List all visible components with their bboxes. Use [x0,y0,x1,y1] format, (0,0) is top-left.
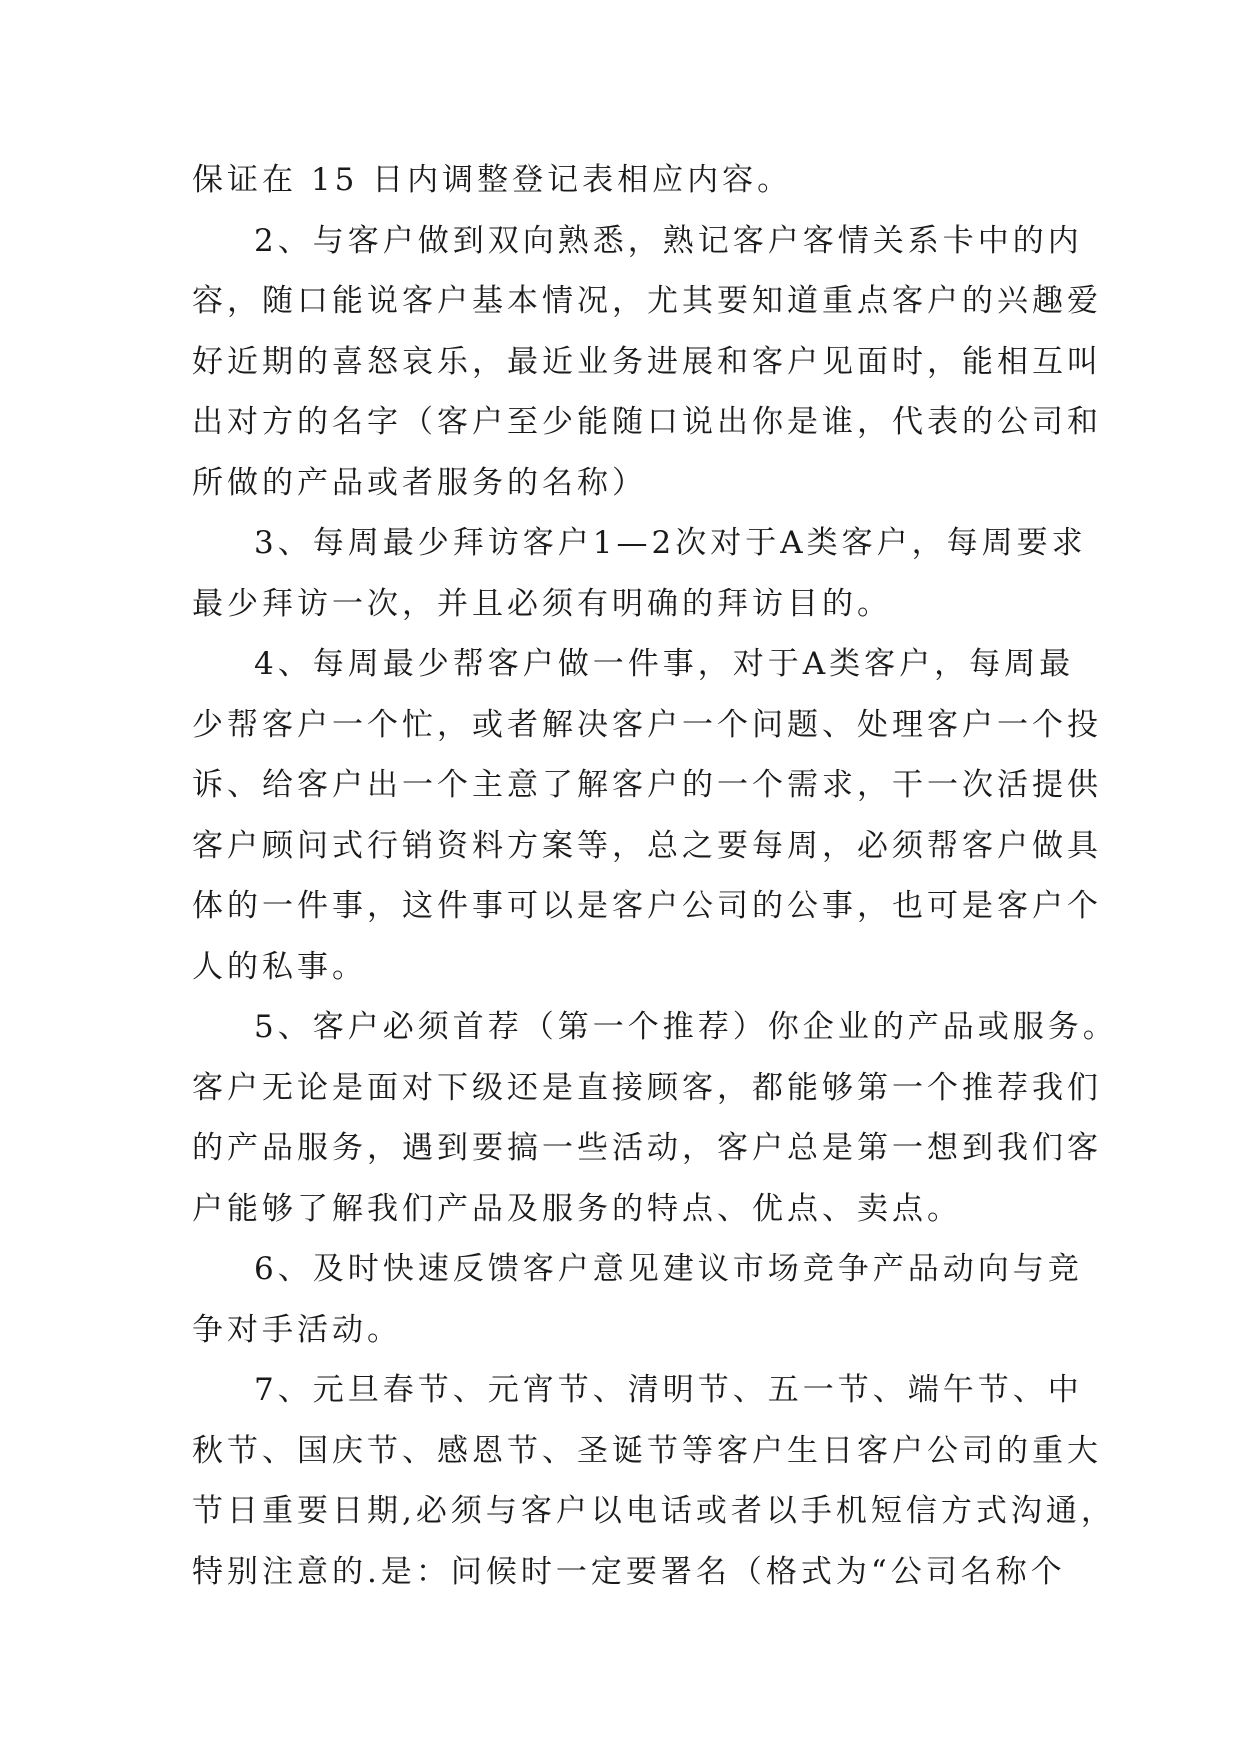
text-line: 保证在 15 日内调整登记表相应内容。 [192,162,793,198]
text-line: 少 帮 客 户 一 个 忙 ， 或 者 解 决 客 户 一 个 问 题 、 处 理 客 户 一 个 投 [192,706,1102,743]
text-line: 3 、 每 周 最 少 拜 访 客 户 1 — 2 次 对 于 A 类 客 户 ， 每 周 要 求 [254,525,1087,561]
text-line: 最少拜访一次，并且必须有明确的拜访目的。 [192,585,892,622]
text-line: 2 、 与 客 户 做 到 双 向 熟 悉 ， 熟 记 客 户 客 情 关 系 卡 中 的 内 [254,222,1083,259]
body-text [192,158,1118,1610]
text-line: 特 别 注 意 的 . 是 ： 问 候 时 一 定 要 署 名 （ 格 式 为 “ 公 司 名 称 个 [192,1553,1066,1590]
text-line: 4 、 每 周 最 少 帮 客 户 做 一 件 事 ， 对 于 A 类 客 户 ， 每 周 最 [254,646,1075,682]
text-line: 5 、 客 户 必 须 首 荐 （ 第 一 个 推 荐 ） 你 企 业 的 产 品 或 服 务 。 [254,1009,1118,1045]
text-line: 诉 、 给 客 户 出 一 个 主 意 了 解 客 户 的 一 个 需 求 ， 干 一 次 活 提 供 [192,767,1102,803]
text-line: 6 、 及 时 快 速 反 馈 客 户 意 见 建 议 市 场 竞 争 产 品 动 向 与 竞 [254,1251,1083,1287]
text-line: 客 户 无 论 是 面 对 下 级 还 是 直 接 顾 客 ， 都 能 够 第 一 个 推 荐 我 们 [192,1069,1102,1106]
text-line: 客 户 顾 问 式 行 销 资 料 方 案 等 ， 总 之 要 每 周 ， 必 须 帮 客 户 做 具 [192,827,1102,864]
text-line: 容 ， 随 口 能 说 客 户 基 本 情 况 ， 尤 其 要 知 道 重 点 客 户 的 兴 趣 爱 [192,283,1102,319]
text-line: 户能够了解我们产品及服务的特点、优点、卖点。 [192,1190,962,1227]
text-line: 秋 节 、 国 庆 节 、 感 恩 节 、 圣 诞 节 等 客 户 生 日 客 户 公 司 的 重 大 [192,1432,1102,1469]
text-line: 出 对 方 的 名 字 （ 客 户 至 少 能 随 口 说 出 你 是 谁 ， 代 表 的 公 司 和 [192,404,1102,440]
text-line: 人的私事。 [192,948,367,985]
text-line: 7 、 元 旦 春 节 、 元 宵 节 、 清 明 节 、 五 一 节 、 端 午 节 、 中 [254,1372,1083,1408]
text-line: 好 近 期 的 喜 怒 哀 乐 ， 最 近 业 务 进 展 和 客 户 见 面 时 ， 能 相 互 叫 [192,343,1102,380]
text-line: 节 日 重 要 日 期 , 必 须 与 客 户 以 电 话 或 者 以 手 机 短 信 方 式 沟 通 ， [192,1493,1116,1529]
text-line: 争对手活动。 [192,1311,402,1348]
text-line: 所做的产品或者服务的名称） [192,464,647,501]
text-line: 体 的 一 件 事 ， 这 件 事 可 以 是 客 户 公 司 的 公 事 ， 也 可 是 客 户 个 [192,888,1102,924]
text-line: 的 产 品 服 务 ， 遇 到 要 搞 一 些 活 动 ， 客 户 总 是 第 一 想 到 我 们 客 [192,1130,1102,1166]
